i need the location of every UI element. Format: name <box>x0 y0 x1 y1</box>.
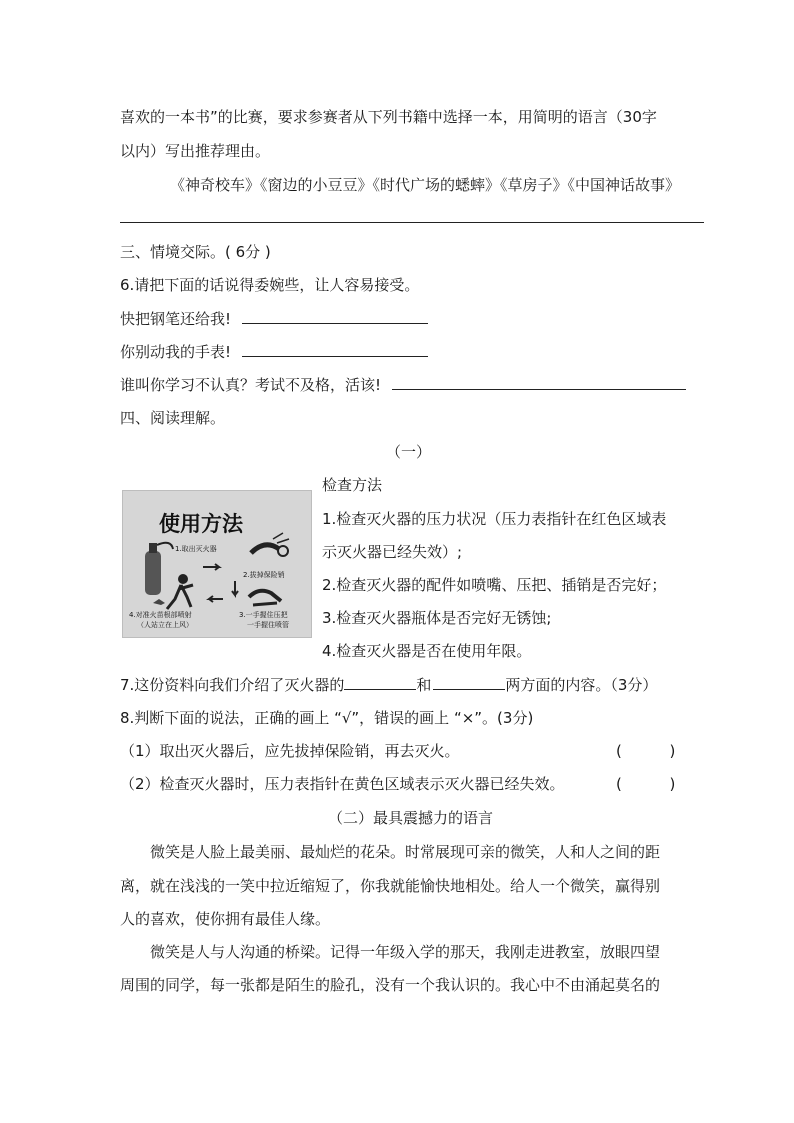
question7-text-c: 两方面的内容。（3分） <box>505 676 658 694</box>
hand-squeeze-lever-icon <box>249 591 281 605</box>
answer-blank-q7-1[interactable] <box>344 675 416 690</box>
arrow-down-icon <box>232 581 238 595</box>
check-item-1-line2: 示灭火器已经失效）; <box>322 543 463 561</box>
question8-prompt: 8.判断下面的说法，正确的画上 “√”，错误的画上 “×”。(3分) <box>120 709 534 727</box>
check-item-3: 3.检查灭火器瓶体是否完好无锈蚀; <box>322 609 552 627</box>
q8-statement-1: （1）取出灭火器后，应先拔掉保险销，再去灭火。 <box>120 742 460 760</box>
figure-step3-line1: 3.一手握住压把 <box>239 611 288 619</box>
answer-blank-exam[interactable] <box>392 375 686 390</box>
question7-text-a: 7.这份资料向我们介绍了灭火器的 <box>120 676 345 694</box>
section3-heading: 三、情境交际。( 6分 ) <box>120 243 271 261</box>
check-item-2: 2.检查灭火器的配件如喷嘴、压把、插销是否完好； <box>322 576 667 594</box>
answer-blank-pen[interactable] <box>242 309 428 324</box>
book-list: 《神奇校车》《窗边的小豆豆》《时代广场的蟋蟀》《草房子》《中国神话故事》 <box>170 176 681 194</box>
sentence-exam-text: 谁叫你学习不认真？考试不及格，活该! <box>120 376 382 394</box>
q8-statement-2: （2）检查灭火器时，压力表指针在黄色区域表示灭火器已经失效。 <box>120 775 565 793</box>
answer-blank-q7-2[interactable] <box>433 675 505 690</box>
figure-step4-line2: （人站立在上风） <box>137 621 193 629</box>
task5-line2: 以内）写出推荐理由。 <box>120 142 271 160</box>
sentence-pen-text: 快把钢笔还给我! <box>120 310 232 328</box>
task5-line1: 喜欢的一本书”的比赛，要求参赛者从下列书籍中选择一本，用简明的语言（30字 <box>120 108 657 126</box>
section4-heading: 四、阅读理解。 <box>120 409 226 427</box>
extinguisher-icon <box>145 543 173 595</box>
sentence-watch <box>120 342 428 362</box>
answer-paren-q8-1[interactable]: ( ) <box>616 742 676 760</box>
figure-step2: 2.拔掉保险销 <box>243 571 285 579</box>
paragraph2-line1: 微笑是人与人沟通的桥梁。记得一年级入学的那天，我刚走进教室，放眼四望 <box>150 943 661 961</box>
part1-title: （一） <box>386 443 432 461</box>
figure-step1: 1.取出灭火器 <box>175 545 217 553</box>
paragraph1-line2: 离，就在浅浅的一笑中拉近缩短了，你我就能愉快地相处。给人一个微笑，赢得别 <box>120 877 661 895</box>
paragraph1-line1: 微笑是人脸上最美丽、最灿烂的花朵。时常展现可亲的微笑，人和人之间的距 <box>150 843 661 861</box>
check-item-4: 4.检查灭火器是否在使用年限。 <box>322 642 532 660</box>
extinguisher-usage-figure <box>122 490 312 638</box>
answer-line-recommend[interactable] <box>120 222 704 223</box>
figure-step4-line1: 4.对准火苗根部喷射 <box>129 611 192 619</box>
paragraph2-line2: 周围的同学，每一张都是陌生的脸孔，没有一个我认识的。我心中不由涌起莫名的 <box>120 976 661 994</box>
check-item-1-line1: 1.检查灭火器的压力状况（压力表指针在红色区域表 <box>322 510 667 528</box>
figure-title: 使用方法 <box>159 512 243 536</box>
sentence-watch-text: 你别动我的手表! <box>120 343 232 361</box>
question7 <box>120 675 657 695</box>
part2-title: （二）最具震撼力的语言 <box>328 809 494 827</box>
paragraph1-line3: 人的喜欢，使你拥有最佳人缘。 <box>120 910 331 928</box>
figure-step3-line2: 一手握住喷管 <box>247 621 289 629</box>
sentence-pen <box>120 309 428 329</box>
sentence-exam <box>120 375 686 395</box>
hand-pull-pin-icon <box>251 533 289 556</box>
answer-blank-watch[interactable] <box>242 342 428 357</box>
arrow-right-icon <box>203 564 219 570</box>
check-method-title: 检查方法 <box>322 476 383 494</box>
answer-paren-q8-2[interactable]: ( ) <box>616 775 676 793</box>
question6-prompt: 6.请把下面的话说得委婉些，让人容易接受。 <box>120 276 420 294</box>
arrow-left-icon <box>209 596 223 602</box>
question7-text-b: 和 <box>416 676 432 694</box>
